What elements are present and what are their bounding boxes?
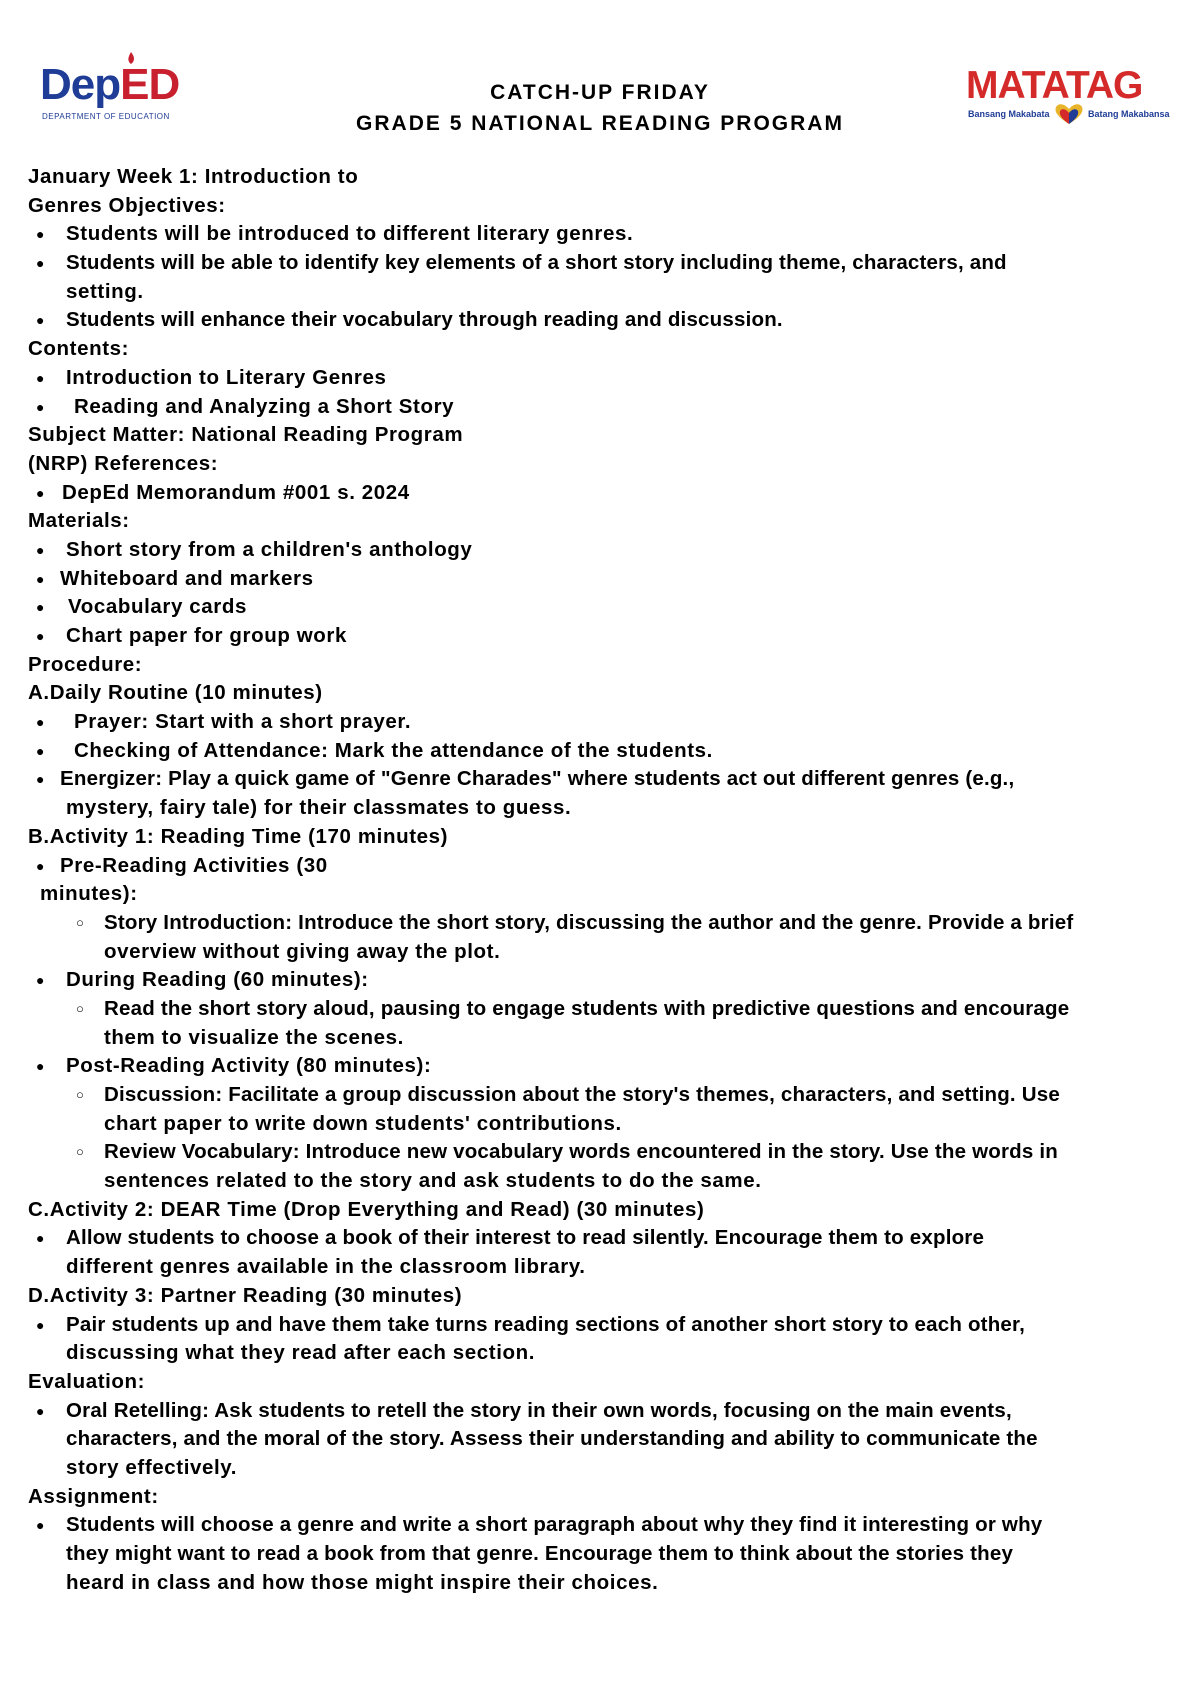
list-item: ● Vocabulary cards: [28, 593, 1178, 622]
deped-logo-dep: Dep: [40, 60, 121, 109]
matatag-logo-tag-right: Batang Makabansa: [1088, 109, 1170, 119]
bullet-icon: ●: [36, 312, 45, 329]
header-title-line2: GRADE 5 NATIONAL READING PROGRAM: [356, 112, 844, 135]
list-item: ● Chart paper for group work: [28, 622, 1178, 651]
deped-logo-ed: ED: [120, 60, 180, 109]
bullet-icon: ●: [36, 1316, 45, 1333]
bullet-icon: ●: [36, 1402, 45, 1419]
list-item-continuation: different genres available in the classroom library.: [66, 1255, 586, 1279]
list-item: ● During Reading (60 minutes):: [28, 966, 1178, 995]
subject-matter: Subject Matter: National Reading Program: [28, 423, 464, 447]
list-item-continuation: mystery, fairy tale) for their classmates to guess.: [66, 796, 572, 820]
section-a-heading: A.Daily Routine (10 minutes): [28, 681, 323, 705]
objectives-heading: Genres Objectives:: [28, 193, 226, 217]
section-c-heading: C.Activity 2: DEAR Time (Drop Everything and Read) (30 minutes): [28, 1197, 705, 1221]
list-item-continuation: they might want to read a book from that genre. Encourage them to think about the stories they: [66, 1542, 1014, 1565]
references-heading: (NRP) References:: [28, 451, 219, 475]
matatag-logo-word: MATATAG: [966, 64, 1143, 107]
sub-list-item: ○ Story Introduction: Introduce the short story, discussing the author and the genre. Provide a brief: [28, 909, 1178, 938]
bullet-icon: ●: [36, 742, 46, 759]
list-item: ● Introduction to Literary Genres: [28, 364, 1178, 393]
materials-heading: Materials:: [28, 509, 130, 533]
circle-bullet-icon: ○: [76, 1087, 85, 1102]
list-item: ● Short story from a children's anthology: [28, 536, 1178, 565]
sub-list-item-continuation: sentences related to the story and ask students to do the same.: [104, 1169, 762, 1193]
list-item: ● Oral Retelling: Ask students to retell the story in their own words, focusing on the main events,: [28, 1397, 1178, 1426]
week-heading: January Week 1: Introduction to: [28, 165, 359, 188]
bullet-icon: ●: [36, 628, 46, 644]
bullet-icon: ●: [36, 541, 46, 558]
sub-list-item: ○ Discussion: Facilitate a group discussion about the story's themes, characters, and setting. Use: [28, 1081, 1178, 1110]
bullet-icon: ●: [36, 570, 46, 587]
matatag-logo-tag-left: Bansang Makabata: [968, 109, 1050, 119]
list-item: ● Students will choose a genre and write a short paragraph about why they find it interesting or why: [28, 1511, 1178, 1540]
bullet-icon: ●: [36, 369, 46, 386]
section-b-heading: B.Activity 1: Reading Time (170 minutes): [28, 824, 449, 848]
list-item: ● Energizer: Play a quick game of "Genre Charades" where students act out different genres (e.g.,: [28, 765, 1178, 794]
bullet-icon: ●: [36, 857, 46, 874]
list-item: ● Checking of Attendance: Mark the attendance of the students.: [28, 737, 1178, 766]
list-item-continuation: story effectively.: [66, 1455, 238, 1479]
sub-list-item: ○ Read the short story aloud, pausing to engage students with predictive questions and encourage: [28, 995, 1178, 1024]
list-item-continuation: setting.: [66, 279, 144, 303]
circle-bullet-icon: ○: [76, 914, 85, 930]
list-item: ● Prayer: Start with a short prayer.: [28, 708, 1178, 737]
list-item: ● Pair students up and have them take turns reading sections of another short story to each other,: [28, 1311, 1178, 1340]
bullet-icon: ●: [36, 1517, 45, 1534]
bullet-icon: ●: [36, 599, 46, 616]
assignment-heading: Assignment:: [28, 1484, 159, 1508]
list-item: ● Post-Reading Activity (80 minutes):: [28, 1052, 1178, 1081]
list-item: ● DepEd Memorandum #001 s. 2024: [28, 479, 1178, 508]
evaluation-heading: Evaluation:: [28, 1369, 146, 1393]
bullet-icon: ●: [36, 714, 46, 731]
sub-list-item-continuation: overview without giving away the plot.: [104, 939, 501, 963]
contents-heading: Contents:: [28, 337, 130, 361]
list-item: ● Whiteboard and markers: [28, 565, 1178, 594]
deped-logo-subtitle: DEPARTMENT OF EDUCATION: [42, 112, 170, 121]
bullet-icon: ●: [36, 226, 46, 243]
sub-list-item: ○ Review Vocabulary: Introduce new vocabulary words encountered in the story. Use the words in: [28, 1138, 1178, 1167]
bullet-icon: ●: [36, 771, 45, 788]
bullet-icon: ●: [36, 255, 45, 272]
list-item: ● Students will enhance their vocabulary through reading and discussion.: [28, 306, 1178, 335]
list-item-continuation: minutes):: [40, 882, 138, 906]
list-item: ● Students will be introduced to different literary genres.: [28, 220, 1178, 249]
list-item-continuation: discussing what they read after each section.: [66, 1341, 536, 1365]
circle-bullet-icon: ○: [76, 1000, 85, 1016]
bullet-icon: ●: [36, 972, 46, 989]
list-item: ● Pre-Reading Activities (30: [28, 852, 1178, 881]
bullet-icon: ●: [36, 484, 46, 501]
heart-hands-icon: [1052, 102, 1086, 126]
header-title-line1: CATCH-UP FRIDAY: [490, 81, 710, 104]
list-item: ● Reading and Analyzing a Short Story: [28, 393, 1178, 422]
lesson-plan-body: [28, 163, 1178, 1597]
list-item-continuation: heard in class and how those might inspire their choices.: [66, 1570, 659, 1594]
bullet-icon: ●: [36, 398, 46, 415]
matatag-logo: [966, 64, 1170, 134]
bullet-icon: ●: [36, 1058, 46, 1075]
sub-list-item-continuation: them to visualize the scenes.: [104, 1025, 404, 1049]
bullet-icon: ●: [36, 1230, 45, 1247]
list-item: ● Allow students to choose a book of their interest to read silently. Encourage them to explore: [28, 1224, 1178, 1253]
sub-list-item-continuation: chart paper to write down students' contributions.: [104, 1111, 622, 1135]
procedure-heading: Procedure:: [28, 652, 143, 676]
circle-bullet-icon: ○: [76, 1144, 85, 1160]
list-item-continuation: characters, and the moral of the story. Assess their understanding and ability to communicate the: [66, 1427, 1038, 1451]
section-d-heading: D.Activity 3: Partner Reading (30 minutes): [28, 1283, 463, 1307]
list-item: ● Students will be able to identify key elements of a short story including theme, characters, and: [28, 249, 1178, 278]
